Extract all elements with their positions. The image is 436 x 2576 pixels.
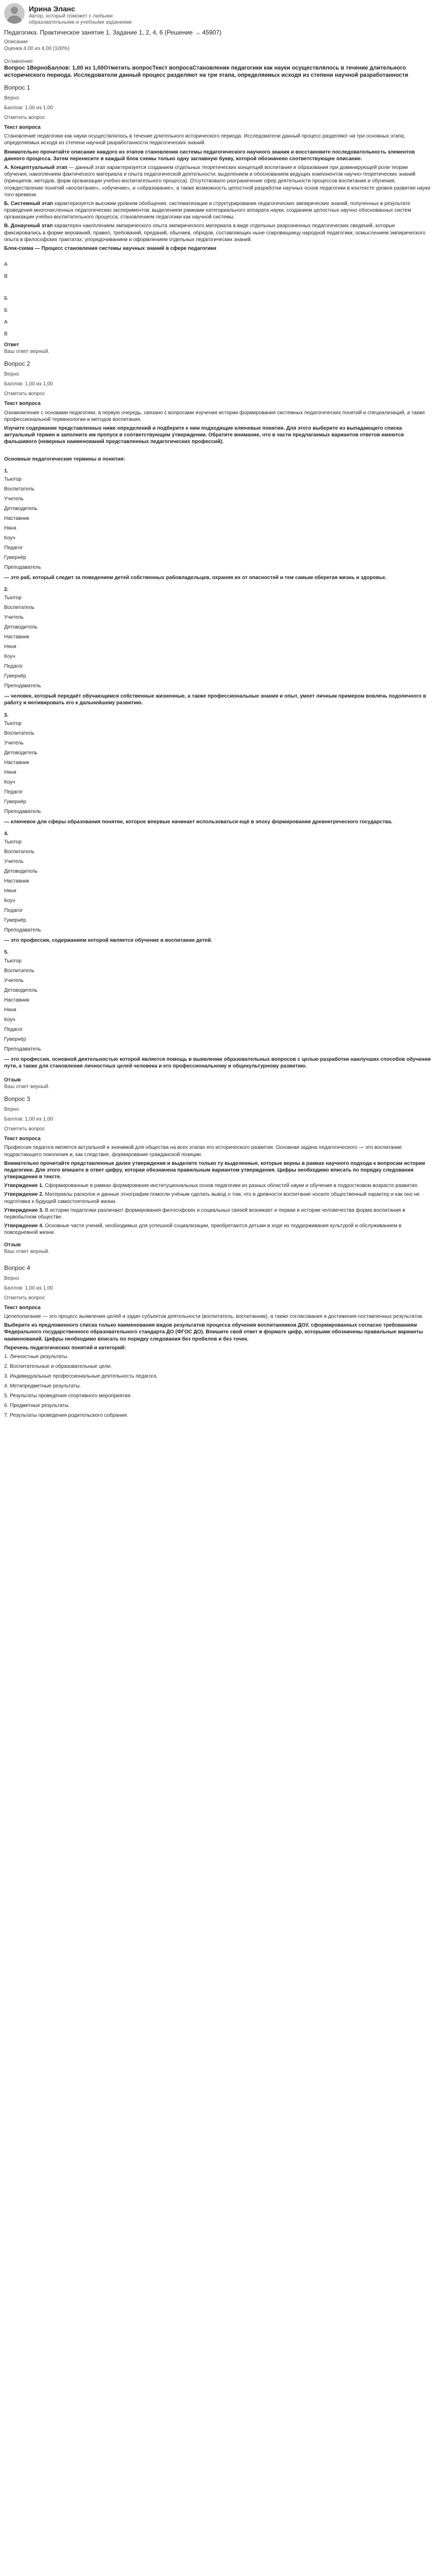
option[interactable]: Коуч — [4, 654, 15, 660]
question-1-answer-label: Ответ — [4, 342, 20, 348]
list-item: 6. Предметные результаты. — [4, 1402, 70, 1409]
option[interactable]: Учитель — [4, 740, 24, 746]
author-name[interactable]: Ирина Эланс — [29, 5, 75, 13]
statement-3-lead: Утверждение 3. — [4, 1207, 44, 1213]
option[interactable]: Гувернёр — [4, 799, 26, 805]
question-1-text-label: Текст вопроса — [4, 125, 41, 130]
author-info — [29, 3, 158, 26]
option[interactable]: Наставник — [4, 997, 29, 1003]
question-3-title: Вопрос 3 — [4, 1095, 30, 1103]
statement-2-lead: Утверждение 2. — [4, 1192, 44, 1198]
option[interactable]: Гувернёр — [4, 918, 26, 924]
option[interactable]: Детоводитель — [4, 750, 38, 756]
question-1-flag[interactable]: Отметить вопрос — [4, 115, 45, 121]
option[interactable]: Воспитатель — [4, 486, 34, 492]
statement-3-text: В истории педагогики различают формирования философских и социальных связей возникает и первая в истории человечества форма воспитания в первобытном обществе. — [4, 1207, 406, 1220]
option[interactable]: Тьютор — [4, 720, 22, 726]
option[interactable]: Педагог — [4, 545, 23, 551]
list-item: 1. Личностные результаты. — [4, 1353, 68, 1360]
question-1-score: Баллов: 1,00 из 1,00 — [4, 105, 53, 111]
option[interactable]: Няня — [4, 888, 16, 894]
answer-letter[interactable]: А — [4, 319, 8, 326]
option[interactable]: Тьютор — [4, 595, 22, 601]
options-list[interactable] — [4, 474, 432, 572]
question-2-answer-label: Отзыв — [4, 1077, 21, 1083]
option[interactable]: Тьютор — [4, 958, 22, 964]
option[interactable]: Наставник — [4, 878, 29, 885]
option[interactable]: Преподаватель — [4, 1046, 41, 1052]
question-1-instruction: Внимательно прочитайте описание каждого из этапов становления системы педагогического научного знания и восстановите последовательность элементов данного процесса. Затем перенесите в каждый блок схемы только одну заглавную букву, которой обозначено соответствующее описание. — [4, 149, 415, 162]
option[interactable]: Гувернёр — [4, 554, 26, 561]
option[interactable]: Педагог — [4, 908, 23, 914]
item-number: 3. — [4, 712, 9, 718]
question-4-intro: Целеполагание — это процесс выявления целей и задач субъектов деятельности (воспитатель, воспитанник), а также согласования и достижения поставленных результатов. — [4, 1313, 424, 1319]
toc-label: Оглавление — [4, 59, 33, 64]
option[interactable]: Детоводитель — [4, 505, 38, 512]
item-1-text: — это раб, который следит за поведением детей собственных рабовладельцев, охраняя их от опасностей и тем самым оберегая жизнь и здоровье. — [4, 574, 387, 581]
option[interactable]: Педагог — [4, 1026, 23, 1032]
question-4-score: Баллов: 1,00 из 1,00 — [4, 1285, 53, 1291]
author-description: Автор, который поможет с любыми образовательными и учебными заданиями — [29, 13, 132, 25]
concepts-list-label: Перечень педагогических понятий и категорий: — [4, 1345, 126, 1351]
statement-1-text: Сформированные в рамках формирования институциональных основ педагогики из разных областей науки и обучения в подростковом возрасте развития. — [43, 1183, 418, 1189]
option[interactable]: Воспитатель — [4, 849, 34, 855]
answer-letter[interactable]: Б — [4, 296, 8, 302]
option[interactable]: Няня — [4, 644, 16, 650]
basic-terms-label: Основные педагогические термины и понятия: — [4, 456, 126, 462]
statement-1 — [4, 1182, 432, 1189]
option[interactable]: Няня — [4, 525, 16, 531]
statement-2 — [4, 1191, 432, 1205]
question-2-intro: Ознакомление с основами педагогики, а первую очередь, связано с вопросами изучения истории формирования системных педагогических понятий и специализаций, а также профессиональной терминологии и методов воспитания. — [4, 410, 425, 422]
statement-4-text: Основные части учений, необходимых для успешной социализации, приобретаются детьми в ходе их поддерживания культурой и обслуживанием в повседневной жизни. — [4, 1223, 402, 1236]
statement-2-text: Материалы раскопок и данные этнографии помогли учёным сделать вывод о том, что в древности воспитание носило общественный характер и как оно не подготовка к будущей самостоятельной жизни. — [4, 1192, 420, 1205]
option[interactable]: Тьютор — [4, 839, 22, 845]
option[interactable]: Коуч — [4, 898, 15, 904]
statement-1-lead: Утверждение 1. — [4, 1183, 44, 1189]
option[interactable]: Воспитатель — [4, 605, 34, 611]
option[interactable]: Гувернёр — [4, 1036, 26, 1042]
block-scheme-label: Блок-схема — Процесс становления системы научных знаний в сфере педагогики — [4, 246, 217, 251]
option[interactable]: Детоводитель — [4, 624, 38, 631]
option[interactable]: Наставник — [4, 515, 29, 521]
question-4-instruction: Выберите из предложенного списка только наименования видов результатов процесса обучения воспитанников ДОУ, сформированных согласно требованиям Федерального государственного образовательного стандарта ДО (ФГОС ДО). Впишите свой ответ в формате цифр, которыми обозначены правильные варианты наименований. Цифры необходимо вписать по порядку следования без пробелов и без точек. — [4, 1323, 423, 1342]
question-2-title: Вопрос 2 — [4, 360, 30, 368]
question-3-answer-label: Отзыв — [4, 1242, 21, 1248]
answer-letters — [4, 261, 432, 337]
item-number: 2. — [4, 587, 9, 593]
option[interactable]: Наставник — [4, 634, 29, 640]
item-5-text: — это профессия, основной деятельностью которой является помощь в выявлении образовательных вопросов с целью разработки наилучших способов обучения пути, а также для становления личностных целей человека и его профессиональному и общекультурному развитию. — [4, 1056, 431, 1069]
option[interactable]: Преподаватель — [4, 808, 41, 815]
concepts-list — [4, 1353, 432, 1419]
question-4-flag[interactable]: Отметить вопрос — [4, 1295, 45, 1301]
avatar[interactable] — [4, 3, 25, 24]
item-number: 5. — [4, 950, 9, 956]
question-3-intro: Профессия педагога является актуальной и значимой для общества на всех этапах его исторического развития. Основная задача педагогического — это воспитание подрастающего поколения и, как следствие, формирование гражданской позиции. — [4, 1145, 402, 1158]
question-3-text-label: Текст вопроса — [4, 1136, 41, 1142]
option[interactable]: Няня — [4, 1007, 16, 1013]
stage-a — [4, 164, 432, 198]
question-3-answer-text: Ваш ответ верный. — [4, 1248, 50, 1255]
option[interactable]: Учитель — [4, 496, 24, 502]
stage-v-lead: В. Донаучный этап — [4, 223, 53, 229]
answer-letter[interactable]: А — [4, 262, 8, 268]
stage-v — [4, 223, 432, 243]
document-title: Педагогика. Практическое занятие 1. Задание 1, 2, 4, 6 (Решение → 45907) — [4, 29, 222, 36]
author-header — [4, 3, 432, 26]
option[interactable]: Преподаватель — [4, 927, 41, 934]
option[interactable]: Преподаватель — [4, 564, 41, 570]
option[interactable]: Тьютор — [4, 476, 22, 482]
option[interactable]: Детоводитель — [4, 869, 38, 875]
score-line: Оценка 4,00 из 4,00 (100%) — [4, 46, 70, 52]
question-2-instruction: Изучите содержание представленных ниже определений и подберите к ним подходящие ключевые понятия. Для этого выберите из выпадающего списка актуальный термин и заполните им пропуск в соответствующем утверждении. Обратите внимание, что в части предлагаемых вариантов ответов имеются фальшивого (неверных наименований представленных педагогических профессий). — [4, 425, 404, 445]
question-2-status: Верно — [4, 371, 19, 378]
question-1-answer-text: Ваш ответ верный. — [4, 349, 50, 355]
item-2-text: — человек, который передаёт обучающимся собственные жизненные, а также профессиональные знания и опыт, умеет личным примером вовлечь подопечного в работу и мотивировать его к дальнейшему развитию. — [4, 693, 426, 706]
stage-a-lead: А. Концептуальный этап — [4, 164, 67, 171]
question-4-status: Верно — [4, 1275, 19, 1281]
option[interactable]: Детоводитель — [4, 987, 38, 993]
item-number: 1. — [4, 468, 9, 474]
option[interactable]: Учитель — [4, 859, 24, 865]
stage-a-text: — данный этап характеризуется созданием отдельных теоретических концепций воспитания и образования при доминирующей роли теории обучения; накоплением фактического материала и опыта педагогической деятельности; выделением и обоснованием ведущих компонентов научно-теоретических знаний (принципов, методов, форм организации учебно-воспитательного процесса). Отсутствовало разграничение сфер деятельности процессов воспитания и обучения; отождествление понятий «воспитание», «обучение», и «образование», а также возможность целостной разработки научных основ педагогики в контексте уровня развития науки того времени. — [4, 164, 430, 198]
question-2-answer-text: Ваш ответ верный. — [4, 1084, 50, 1090]
options-list[interactable] — [4, 956, 432, 1054]
list-item: 4. Метапредметные результаты. — [4, 1383, 81, 1389]
statement-3 — [4, 1207, 432, 1221]
question-2-score: Баллов: 1,00 из 1,00 — [4, 381, 53, 387]
question-3-score: Баллов: 1,00 из 1,00 — [4, 1116, 53, 1123]
question-4-title: Вопрос 4 — [4, 1264, 30, 1272]
stage-b — [4, 200, 432, 221]
options-list[interactable] — [4, 719, 432, 817]
option[interactable]: Воспитатель — [4, 968, 34, 974]
option[interactable]: Коуч — [4, 1016, 15, 1023]
option[interactable]: Коуч — [4, 779, 15, 785]
question-2-text-label: Текст вопроса — [4, 401, 41, 407]
question-3-flag[interactable]: Отметить вопрос — [4, 1126, 45, 1132]
option[interactable]: Педагог — [4, 789, 23, 795]
statement-4 — [4, 1223, 432, 1236]
option[interactable]: Учитель — [4, 977, 24, 984]
answer-letter[interactable]: Б — [4, 308, 8, 314]
options-list[interactable] — [4, 593, 432, 691]
question-4-text-label: Текст вопроса — [4, 1304, 41, 1311]
option[interactable]: Коуч — [4, 535, 15, 541]
question-3-instruction: Внимательно прочитайте представленные далее утверждения и выделите только ту выделенные, которые верны в рамках научного подхода к вопросам истории педагогики. Для этого впишите в ответ цифру, которая обозначена правильным вариантом утверждения. Цифры необходимо вписать по порядку следования утверждения в тексте. — [4, 1160, 425, 1180]
question-1-title: Вопрос 1 — [4, 84, 30, 91]
option[interactable]: Педагог — [4, 664, 23, 670]
stage-v-text: характерен накоплением эмпирического опыта эмпирического материала в виде отдельных разрозненных педагогических сведений, которые фиксировались в форме верований, правил, требований, преданий, обычаев, обрядов, составляющих ныне сокровищницу народной педагогики; осмыслением эмпирического опыта в философских трактатах; упорядочиванием и оформлением отдельных педагогических знаний. — [4, 223, 426, 243]
item-3-text: — ключевое для сферы образования понятие, которое впервые начинает использоваться ещё в эпоху формирования древнегреческого государства. — [4, 819, 393, 825]
list-item: 2. Воспитательные и образовательные цели. — [4, 1363, 112, 1369]
option[interactable]: Гувернёр — [4, 673, 26, 680]
answer-letter[interactable]: В — [4, 274, 8, 280]
option[interactable]: Наставник — [4, 759, 29, 766]
statement-4-lead: Утверждение 4. — [4, 1223, 44, 1229]
intro-summary: Вопрос 1ВерноБаллов: 1,00 из 1,00Отметить вопросТекст вопросаСтановление педагогики как науки осуществлялось в течение длительного исторического периода. Исследователи данный процесс разделяют на три этапа, определяемых исходя из степени научной разработанности — [4, 65, 408, 78]
stage-b-lead: Б. Системный этап — [4, 200, 53, 207]
option[interactable]: Няня — [4, 769, 16, 775]
options-list[interactable] — [4, 837, 432, 935]
question-1-intro: Становление педагогики как науки осуществлялось в течение длительного исторического периода. Исследователи данный процесс разделяют на три основных этапа, определяемых исходя из степени научной разработанности педагогических знаний. — [4, 133, 406, 146]
question-1-status: Верно — [4, 95, 19, 101]
question-3-status: Верно — [4, 1107, 19, 1113]
list-item: 5. Результаты проведения спортивного мероприятия. — [4, 1393, 132, 1399]
question-2-flag[interactable]: Отметить вопрос — [4, 391, 45, 397]
answer-letter[interactable]: В — [4, 331, 8, 337]
item-4-text: — это профессия, содержанием которой является обучение и воспитание детей. — [4, 938, 213, 944]
description-label: Описание — [4, 39, 28, 45]
option[interactable]: Преподаватель — [4, 683, 41, 689]
list-item: 7. Результаты проведения родительского собрания. — [4, 1412, 129, 1418]
list-item: 3. Индивидуальные профессиональные деятельность педагога. — [4, 1373, 158, 1379]
option[interactable]: Воспитатель — [4, 730, 34, 736]
item-number: 4. — [4, 831, 9, 837]
option[interactable]: Учитель — [4, 615, 24, 621]
stage-b-text: характеризуется высоким уровнем обобщения, систематизации и структурирования педагогических эмпирических знаний, полученных в результате проведения многочисленных педагогических экспериментов; выделением рамками категориального аппарата науки; созданием целостных научно обоснованных систем организации учебно-воспитательного процесса; становлением педагогики как научной системы. — [4, 200, 411, 221]
